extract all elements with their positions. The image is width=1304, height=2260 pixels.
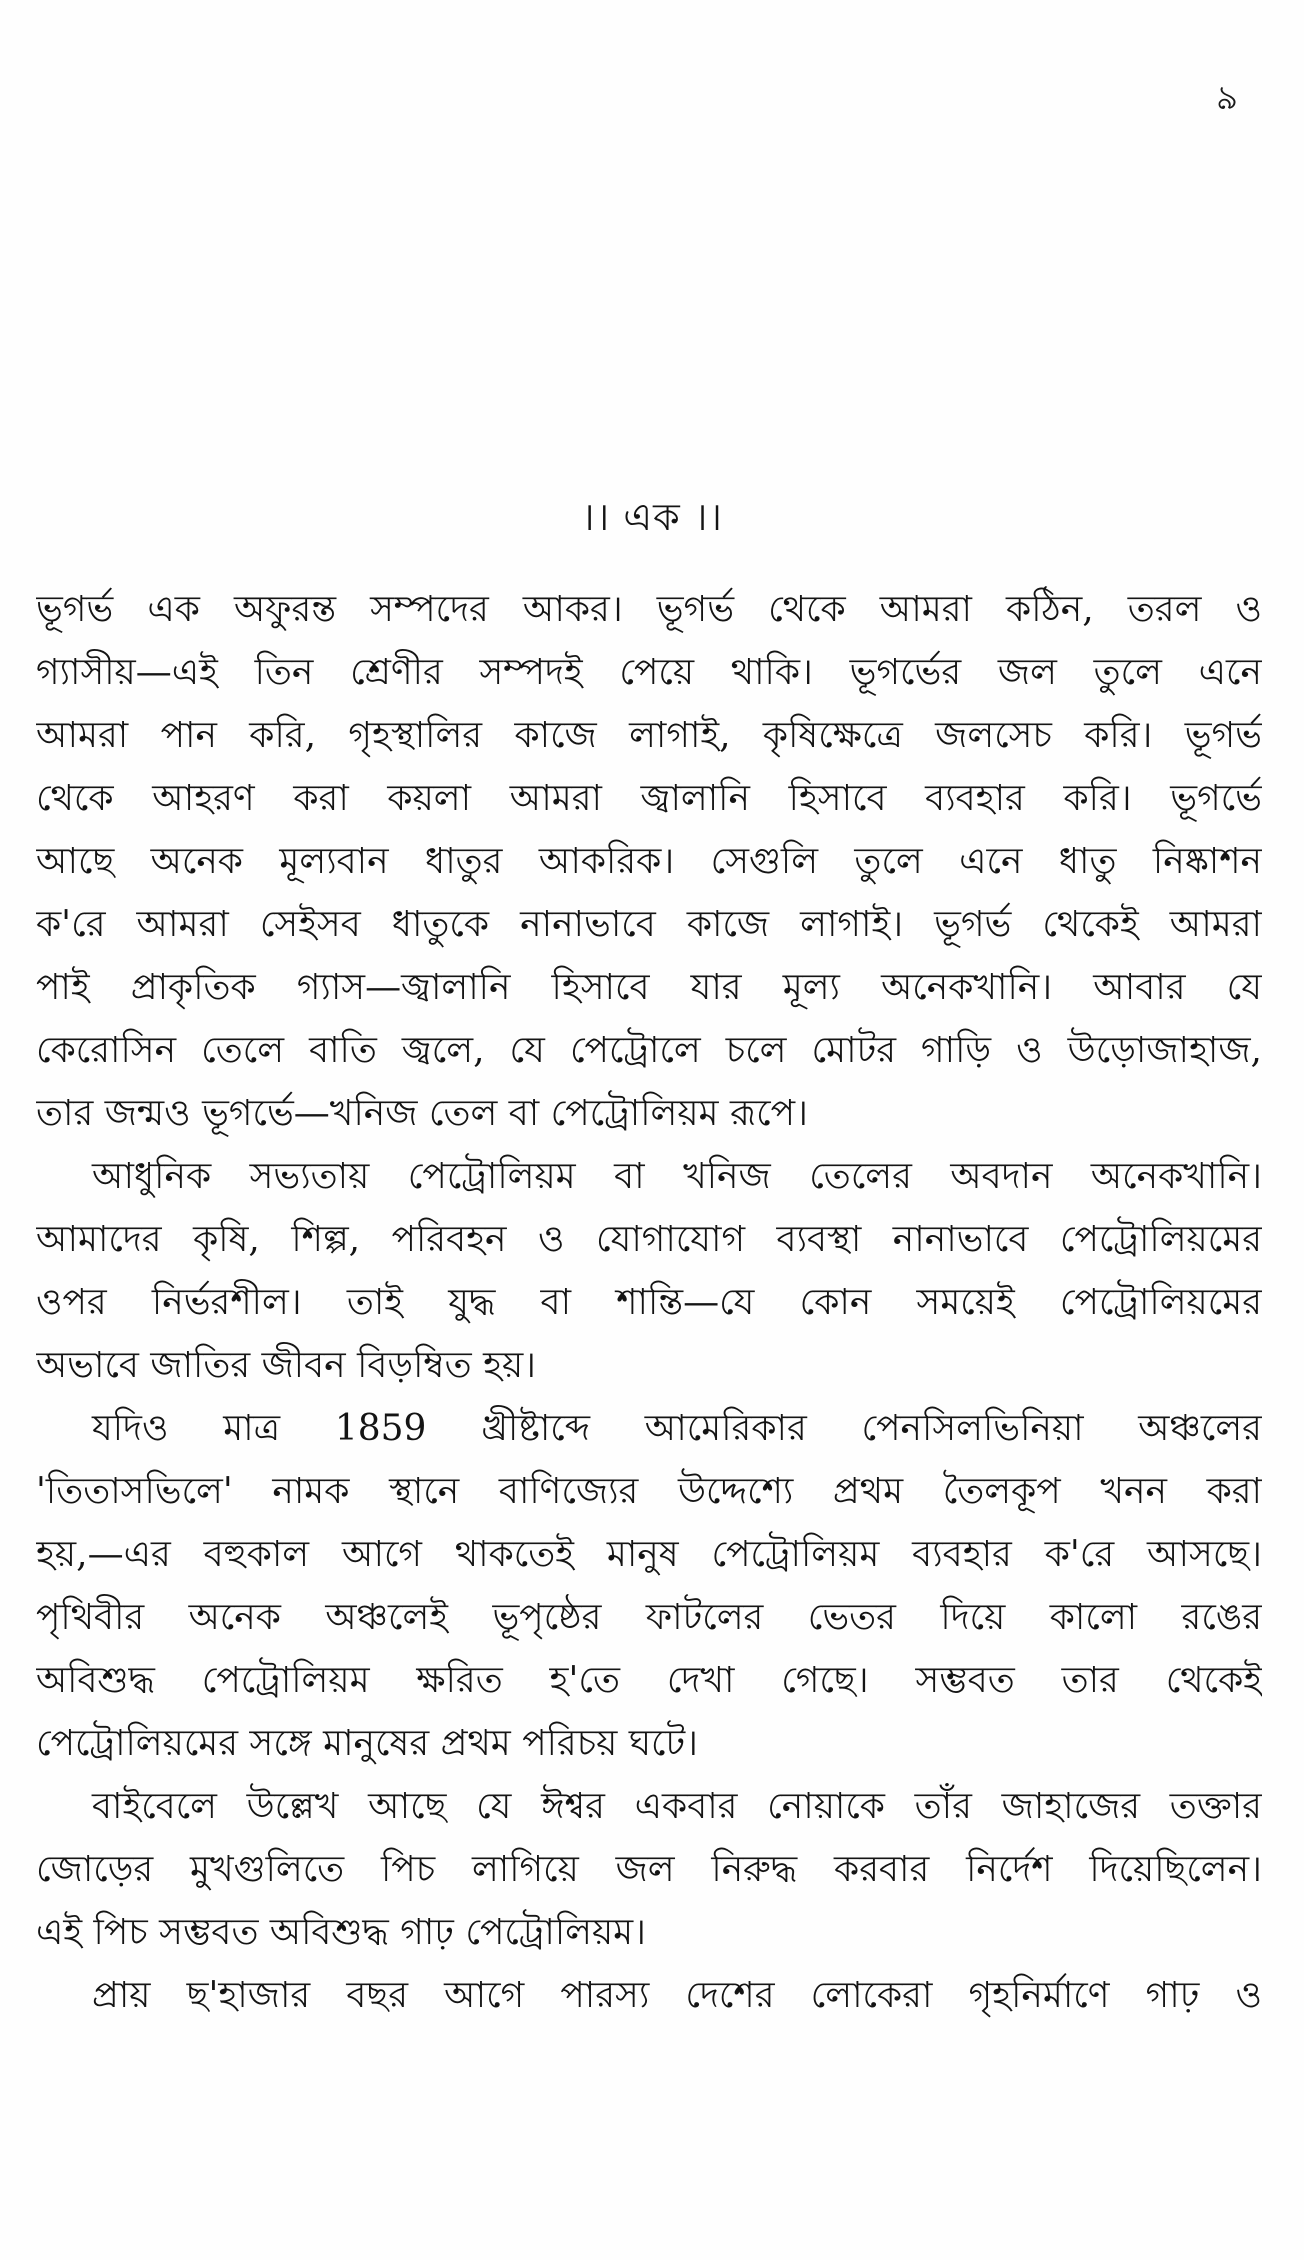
text-line: ভূগর্ভ এক অফুরন্ত সম্পদের আকর। ভূগর্ভ থেকে আমরা কঠিন, তরল ও [36, 589, 1262, 630]
text-line: থেকে আহরণ করা কয়লা আমরা জ্বালানি হিসাবে ব্যবহার করি। ভূগর্ভে [36, 778, 1262, 819]
text-line: কেরোসিন তেলে বাতি জ্বলে, যে পেট্রোলে চলে মোটর গাড়ি ও উড়োজাহাজ, [36, 1030, 1262, 1071]
chapter-heading: ।। এক ।। [580, 495, 723, 539]
text-line: আমরা পান করি, গৃহস্থালির কাজে লাগাই, কৃষিক্ষেত্রে জলসেচ করি। ভূগর্ভ [36, 715, 1262, 756]
text-line: হয়,—এর বহুকাল আগে থাকতেই মানুষ পেট্রোলিয়ম ব্যবহার ক'রে আসছে। [36, 1534, 1262, 1575]
text-line: তার জন্মও ভূগর্ভে—খনিজ তেল বা পেট্রোলিয়ম রূপে। [36, 1093, 808, 1134]
text-line: প্রায় ছ'হাজার বছর আগে পারস্য দেশের লোকেরা গৃহনির্মাণে গাঢ় ও [92, 1975, 1262, 2016]
paragraph [36, 1145, 1262, 1397]
paragraph [36, 578, 1262, 1145]
text-line: গ্যাসীয়—এই তিন শ্রেণীর সম্পদই পেয়ে থাকি। ভূগর্ভের জল তুলে এনে [36, 652, 1262, 693]
paragraph [36, 1964, 1262, 2027]
text-line: বাইবেলে উল্লেখ আছে যে ঈশ্বর একবার নোয়াকে তাঁর জাহাজের তক্তার [92, 1786, 1262, 1827]
text-line: যদিও মাত্র 1859 খ্রীষ্টাব্দে আমেরিকার পেনসিলভিনিয়া অঞ্চলের [92, 1408, 1262, 1449]
text-line: পেট্রোলিয়মের সঙ্গে মানুষের প্রথম পরিচয় ঘটে। [36, 1723, 699, 1764]
text-line: আছে অনেক মূল্যবান ধাতুর আকরিক। সেগুলি তুলে এনে ধাতু নিষ্কাশন [36, 841, 1262, 882]
text-line: জোড়ের মুখগুলিতে পিচ লাগিয়ে জল নিরুদ্ধ করবার নির্দেশ দিয়েছিলেন। [36, 1849, 1262, 1890]
text-line: পাই প্রাকৃতিক গ্যাস—জ্বালানি হিসাবে যার মূল্য অনেকখানি। আবার যে [36, 967, 1262, 1008]
text-line: 'তিতাসভিলে' নামক স্থানে বাণিজ্যের উদ্দেশ্যে প্রথম তৈলকূপ খনন করা [36, 1471, 1262, 1512]
text-line: পৃথিবীর অনেক অঞ্চলেই ভূপৃষ্ঠের ফাটলের ভেতর দিয়ে কালো রঙের [36, 1597, 1262, 1638]
body-text [36, 578, 1262, 2027]
text-line: ওপর নির্ভরশীল। তাই যুদ্ধ বা শান্তি—যে কোন সময়েই পেট্রোলিয়মের [36, 1282, 1262, 1323]
page-number: ৯ [1215, 78, 1238, 118]
paragraph [36, 1397, 1262, 1775]
text-line: এই পিচ সম্ভবত অবিশুদ্ধ গাঢ় পেট্রোলিয়ম। [36, 1912, 647, 1953]
text-line: ক'রে আমরা সেইসব ধাতুকে নানাভাবে কাজে লাগাই। ভূগর্ভ থেকেই আমরা [36, 904, 1262, 945]
text-line: অভাবে জাতির জীবন বিড়ম্বিত হয়। [36, 1345, 537, 1386]
text-line: আধুনিক সভ্যতায় পেট্রোলিয়ম বা খনিজ তেলের অবদান অনেকখানি। [92, 1156, 1262, 1197]
paragraph [36, 1775, 1262, 1964]
text-line: অবিশুদ্ধ পেট্রোলিয়ম ক্ষরিত হ'তে দেখা গেছে। সম্ভবত তার থেকেই [36, 1660, 1262, 1701]
text-line: আমাদের কৃষি, শিল্প, পরিবহন ও যোগাযোগ ব্যবস্থা নানাভাবে পেট্রোলিয়মের [36, 1219, 1262, 1260]
